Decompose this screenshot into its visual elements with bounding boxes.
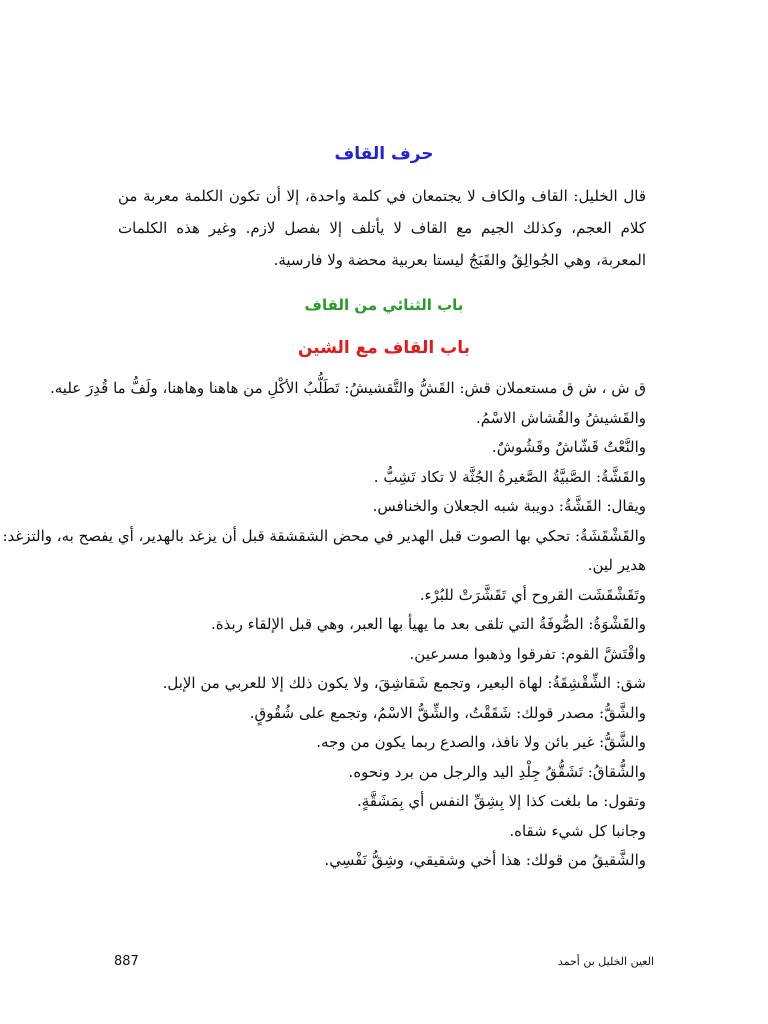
page-footer — [114, 950, 654, 974]
entry-line: والشَّقيقُ من قولك: هذا أخي وشقيقي، وشِقُّ نَفْسِي. — [324, 851, 646, 869]
intro-paragraph: قال الخليل: القاف والكاف لا يجتمعان في كلمة واحدة، إلا أن تكون الكلمة معربة من كلام العجم، وكذلك الجيم مع القاف لا يأتلف إلا بفصل لازم. وغير هذه الكلمات المعربة، وهي الجُوالِقُ والقَبَجُ ليستا بعربية محضة ولا فارسية. — [118, 187, 646, 269]
entry-line: هدير لين. — [587, 556, 646, 574]
entry-line: والشَّقُّ: مصدر قولك: شَقَقْتُ، والشِّقُّ الاسْمُ، وتجمع على شُقُوقٍ. — [249, 703, 646, 722]
entry-line: شق: الشِّقْشِقَةُ: لهاة البعير، وتجمع شَقاشِقَ، ولا يكون ذلك إلا للعربي من الإبل. — [162, 674, 646, 692]
entry-line: وتَقَشْقَشَت القروح أي تَقَشَّرَتْ للبُرْء. — [419, 585, 646, 604]
entry-line: والشَّقُّ: غير بائن ولا نافذ، والصدع ربما يكون من وجه. — [316, 733, 646, 751]
section-heading: باب الثنائي من القاف — [304, 296, 464, 314]
entry-line: والقَشْقَشَةُ: تحكي بها الصوت قبل الهدير في محض الشقشقة قبل أن يزغد بالهدير، أي يفصح به، والتزغد: — [2, 526, 646, 545]
entry-line: وتقول: ما بلغت كذا إلا بِشِقِّ النفس أي بِمَشَقَّةٍ. — [356, 792, 646, 810]
entry-line: ق ش ، ش ق مستعملان قش: القَشُّ والتَّقشيشُ: تَطَلُّبُ الأكْلِ من هاهنا وهاهنا، ولَفُّ ما قُدِرَ عليه. — [50, 379, 646, 397]
entry-line: والقَشْوَةُ: الصُّوفَةُ التي تلقى بعد ما يهيأ بها العبر، وهي قبل الإلقاء ربذة. — [210, 615, 646, 633]
dictionary-entries — [2, 374, 646, 876]
chapter-heading: باب القاف مع الشين — [297, 338, 471, 358]
entry-line: ويقال: القَشَّةُ: دويبة شبه الجعلان والخنافس. — [372, 497, 646, 515]
entry-line: وجانبا كل شيء شقاه. — [509, 821, 646, 840]
letter-heading: حرف القاف — [334, 144, 434, 164]
entry-line: والقَشيشُ والقُشاش الاسْمُ. — [475, 408, 646, 427]
entry-line: والشُّقاقُ: تَشَقُّقُ جِلْدِ اليد والرجل من برد ونحوه. — [348, 762, 646, 781]
entry-line: والنَّعْتُ قَشّاشٌ وقَشُوشٌ. — [491, 438, 646, 456]
entry-line: والقَشَّةُ: الصَّبيَّةُ الصَّغيرةُ الجُثَّة لا تكاد تَشِبُّ . — [373, 467, 646, 486]
entry-line: واقْتَشَّ القوم: تفرقوا وذهبوا مسرعين. — [409, 644, 646, 663]
page-number: 887 — [114, 954, 139, 969]
running-book-title: العين الخليل بن أحمد — [557, 955, 654, 968]
